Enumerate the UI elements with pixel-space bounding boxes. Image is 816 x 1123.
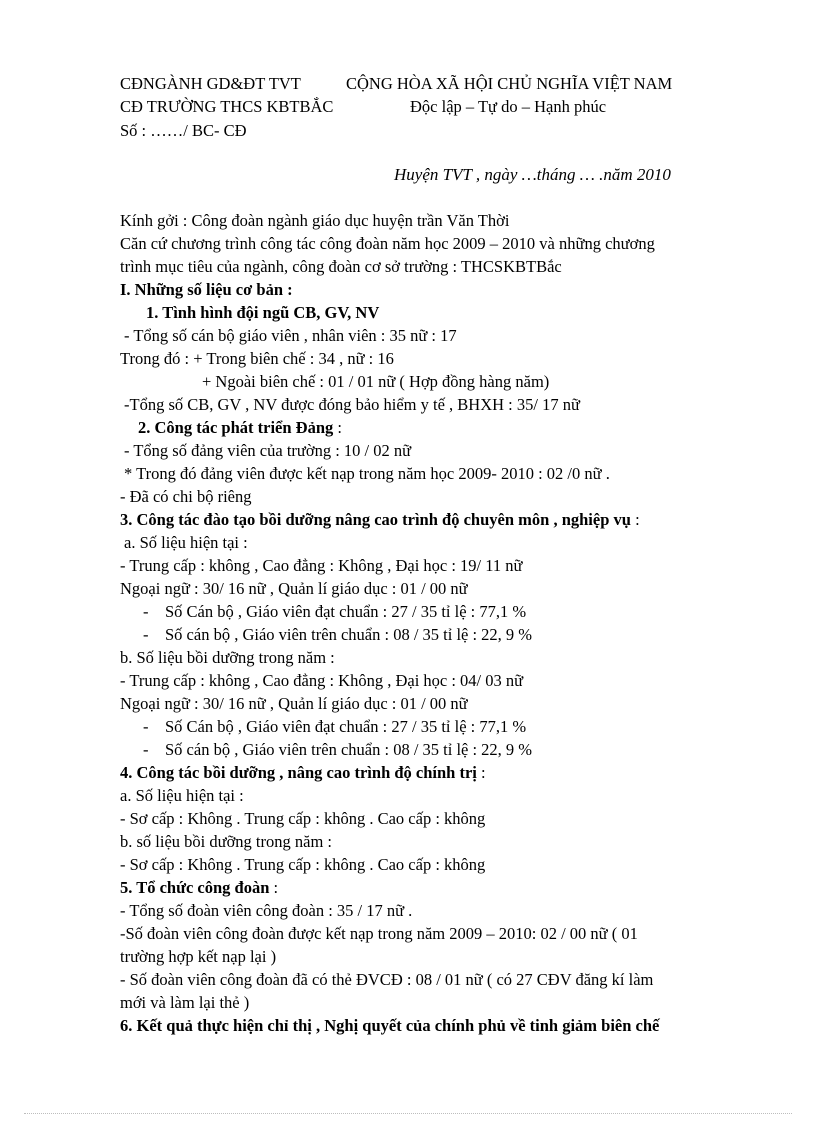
s3-b-standard-text: Số Cán bộ , Giáo viên đạt chuẩn : 27 / 35 tỉ lệ : 77,1 % [165,717,527,736]
basis-line-1: Căn cứ chương trình công tác công đoàn năm học 2009 – 2010 và những chương [120,234,655,253]
union-cards: - Số đoàn viên công đoàn đã có thẻ ĐVCĐ : 08 / 01 nữ ( có 27 CĐV đăng kí làm [120,970,654,989]
bullet-dash: - [143,625,149,644]
union-total: - Tổng số đoàn viên công đoàn : 35 / 17 nữ . [120,901,413,920]
republic-title: CỘNG HÒA XÃ HỘI CHỦ NGHĨA VIỆT NAM [346,74,673,93]
section-3-a: a. Số liệu hiện tại : [124,533,248,552]
s3-b-degrees: - Trung cấp : không , Cao đẳng : Không , Đại học : 04/ 03 nữ [120,671,524,690]
s3-a-degrees: - Trung cấp : không , Cao đẳng : Không , Đại học : 19/ 11 nữ [120,556,523,575]
doc-number: Số : ……/ BC- CĐ [120,121,247,140]
s3-b-above-standard [143,740,532,760]
staff-permanent: Trong đó : + Trong biên chế : 34 , nữ : 16 [120,349,394,368]
section-3-title: 3. Công tác đào tạo bồi dưỡng nâng cao trình độ chuyên môn , nghiệp vụ [120,510,631,529]
section-5-heading [120,878,278,898]
bullet-dash: - [143,740,149,759]
section-6-title: 6. Kết quả thực hiện chỉ thị , Nghị quyết của chính phủ về tinh giảm biên chế [120,1016,660,1035]
section-2-title: 2. Công tác phát triển Đảng [138,418,334,437]
org-line-2: CĐ TRƯỜNG THCS KBTBẮC [120,97,334,116]
party-admitted: * Trong đó đảng viên được kết nạp trong năm học 2009- 2010 : 02 /0 nữ . [124,464,610,483]
union-admitted-cont: trường hợp kết nạp lại ) [120,947,277,966]
section-4-colon: : [476,763,486,782]
section-5-title: 5. Tổ chức công đoàn [120,878,270,897]
s3-a-above-standard-text: Số cán bộ , Giáo viên trên chuẩn : 08 / 35 tỉ lệ : 22, 9 % [165,625,533,644]
s3-b-above-standard-text: Số cán bộ , Giáo viên trên chuẩn : 08 / 35 tỉ lệ : 22, 9 % [165,740,533,759]
section-4-heading [120,763,486,783]
staff-insurance: -Tổng số CB, GV , NV được đóng bảo hiểm y tế , BHXH : 35/ 17 nữ [124,395,580,414]
recipient: Kính gởi : Công đoàn ngành giáo dục huyện trần Văn Thời [120,211,510,230]
s3-a-standard-text: Số Cán bộ , Giáo viên đạt chuẩn : 27 / 35 tỉ lệ : 77,1 % [165,602,527,621]
s4-a-levels: - Sơ cấp : Không . Trung cấp : không . Cao cấp : không [120,809,486,828]
s3-b-languages: Ngoại ngữ : 30/ 16 nữ , Quản lí giáo dục : 01 / 00 nữ [120,694,468,713]
s3-b-standard [143,717,526,737]
staff-contract: + Ngoài biên chế : 01 / 01 nữ ( Hợp đồng hàng năm) [202,372,550,391]
section-4-b: b. số liệu bồi dưỡng trong năm : [120,832,332,851]
party-members: - Tổng số đảng viên của trường : 10 / 02 nữ [124,441,412,460]
section-4-title: 4. Công tác bồi dưỡng , nâng cao trình độ chính trị [120,763,477,782]
page-bottom-divider [24,1113,792,1114]
section-2-heading [138,418,342,438]
bullet-dash: - [143,717,149,736]
union-admitted: -Số đoàn viên công đoàn được kết nạp trong năm 2009 – 2010: 02 / 00 nữ ( 01 [120,924,638,943]
s3-a-standard [143,602,526,622]
section-2-colon: : [333,418,342,437]
section-4-a: a. Số liệu hiện tại : [120,786,244,805]
section-1-1-title: 1. Tình hình đội ngũ CB, GV, NV [146,303,380,322]
s4-b-levels: - Sơ cấp : Không . Trung cấp : không . Cao cấp : không [120,855,486,874]
section-3-heading [120,510,640,530]
staff-total: - Tổng số cán bộ giáo viên , nhân viên : 35 nữ : 17 [124,326,457,345]
motto: Độc lập – Tự do – Hạnh phúc [410,97,607,116]
bullet-dash: - [143,602,149,621]
section-1-title: I. Những số liệu cơ bản : [120,280,293,299]
section-3-b: b. Số liệu bồi dưỡng trong năm : [120,648,335,667]
date-line: Huyện TVT , ngày …tháng … .năm 2010 [394,165,671,184]
basis-line-2: trình mục tiêu của ngành, công đoàn cơ sở trường : THCSKBTBắc [120,257,562,276]
party-cell: - Đã có chi bộ riêng [120,487,252,506]
union-cards-cont: mới và làm lại thẻ ) [120,993,250,1012]
section-3-colon: : [630,510,640,529]
section-5-colon: : [269,878,279,897]
org-line-1: CĐNGÀNH GD&ĐT TVT [120,74,301,93]
s3-a-languages: Ngoại ngữ : 30/ 16 nữ , Quản lí giáo dục : 01 / 00 nữ [120,579,468,598]
s3-a-above-standard [143,625,532,645]
